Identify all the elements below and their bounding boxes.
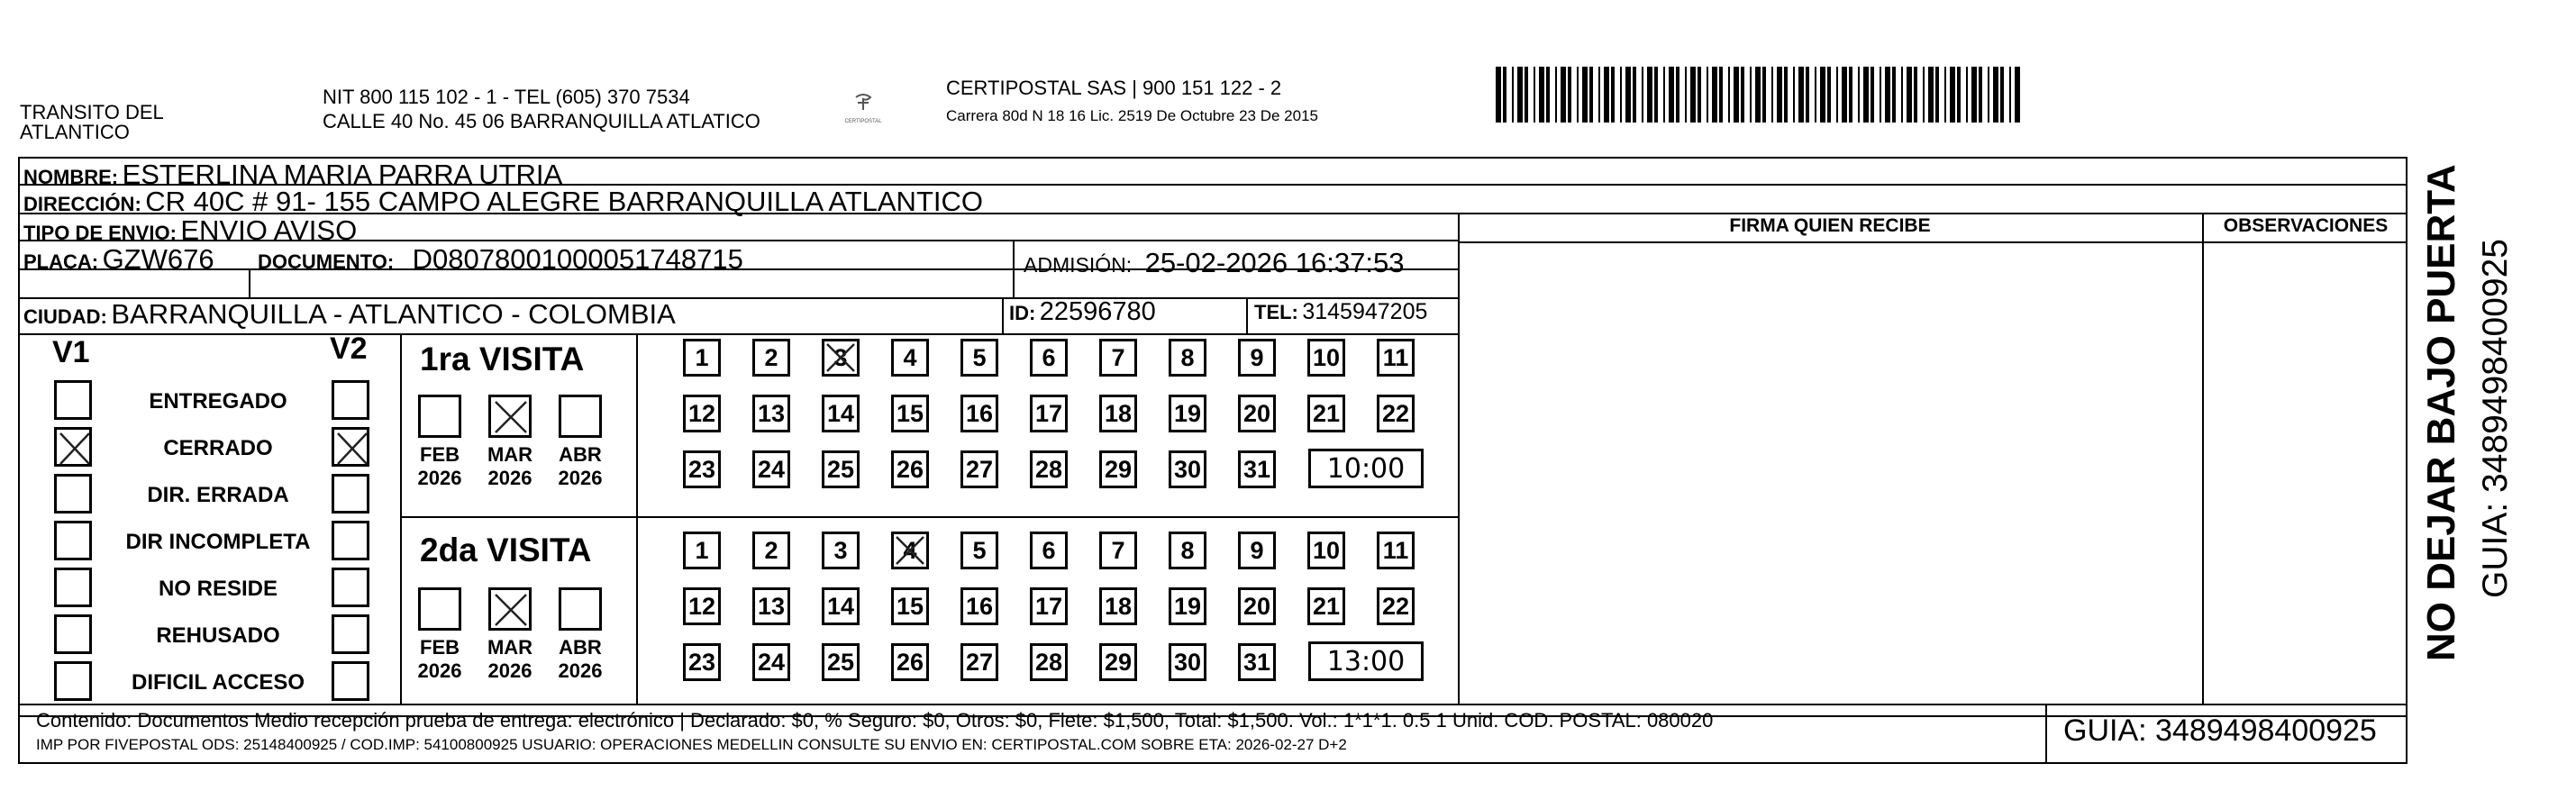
day-number: 29 [1104,455,1133,483]
footer-imp: IMP POR FIVEPOSTAL ODS: 25148400925 / COD.IMP: 54100800925 USUARIO: OPERACIONES MEDELLIN CONSULTE SU ENVIO EN: CERTIPOSTAL.COM SOBRE ETA: 2026-02-27 D+2 [36,736,1347,753]
signature-header-divider [1458,241,2408,243]
day-number: 7 [1111,343,1125,371]
month-checkbox[interactable] [488,587,532,631]
day-box[interactable] [752,395,790,432]
day-number: 28 [1034,455,1063,483]
day-box[interactable] [891,643,929,681]
day-number: 17 [1034,399,1063,427]
footer-left-border [18,704,20,764]
month-checkbox[interactable] [559,587,602,631]
day-box[interactable] [1307,395,1345,432]
day-box[interactable] [1099,395,1137,432]
day-box[interactable] [891,395,929,432]
month-label [483,443,537,491]
footer-contenido: Contenido: Documentos Medio recepción prueba de entrega: electrónico | Declarado: $0, % Seguro: $0, Otros: $0, Flete: $1,500, Total: $1,500. Vol.: 1*1*1. 0.5 1 Unid. COD. POSTAL: 080020 [36,709,1714,732]
side-guia: GUIA: 3489498400925 [2476,239,2515,598]
month-name: ABR [559,636,602,659]
day-box[interactable] [1030,532,1068,569]
day-number: 21 [1312,592,1341,620]
status-label: CERRADO [163,436,273,460]
day-number: 8 [1180,343,1195,371]
day-box[interactable] [822,532,860,569]
day-number: 4 [903,536,917,564]
day-number: 3 [833,343,848,371]
day-number: 12 [687,399,716,427]
day-number: 11 [1382,536,1409,564]
nombre-row [23,160,562,188]
status-column-divider [400,333,402,704]
day-box[interactable] [1169,532,1206,569]
day-box[interactable] [822,339,860,377]
x-mark-icon [894,534,926,567]
day-number: 3 [833,536,848,564]
month-year: 2026 [417,467,462,490]
id-divider [1002,297,1004,333]
day-box[interactable] [822,450,860,488]
day-box[interactable] [1307,532,1345,569]
day-number: 30 [1173,455,1202,483]
day-box[interactable] [683,450,721,488]
month-name: MAR [487,636,533,659]
day-box[interactable] [891,339,929,377]
day-box[interactable] [683,395,721,432]
day-box[interactable] [960,339,998,377]
v2-checkbox[interactable] [332,521,369,560]
x-mark-icon [57,430,93,468]
day-number: 29 [1104,648,1133,676]
day-box[interactable] [891,532,929,569]
header-license: Carrera 80d N 18 16 Lic. 2519 De Octubre 23 De 2015 [946,107,1318,124]
day-box[interactable] [1030,395,1068,432]
day-number: 16 [965,592,994,620]
v2-label: V2 [330,332,368,366]
v2-checkbox[interactable] [332,427,369,467]
day-box[interactable] [1238,450,1276,488]
tipo-label: TIPO DE ENVIO: [23,222,177,244]
day-number: 8 [1180,536,1195,564]
day-box[interactable] [683,643,721,681]
visit-divider [400,516,1458,518]
v1-checkbox[interactable] [54,568,92,607]
footer-guia: GUIA: 3489498400925 [2063,714,2377,748]
day-number: 31 [1242,648,1271,676]
day-box[interactable] [1238,339,1276,377]
month-name: FEB [420,636,460,659]
day-number: 21 [1312,399,1341,427]
day-box[interactable] [1030,450,1068,488]
day-number: 1 [695,536,709,564]
day-box[interactable] [752,339,790,377]
day-number: 28 [1034,648,1063,676]
day-box[interactable] [683,532,721,569]
day-box[interactable] [822,587,860,625]
signature-column-divider [1458,213,1460,704]
day-number: 18 [1104,399,1133,427]
barcode-icon [1496,67,2020,123]
day-box[interactable] [960,395,998,432]
header-nit: NIT 800 115 102 - 1 - TEL (605) 370 7534 [323,86,690,108]
v2-checkbox[interactable] [332,474,369,514]
day-number: 5 [972,343,987,371]
tel-divider [1246,297,1248,333]
day-number: 26 [896,455,924,483]
footer-guia-divider [2045,704,2047,764]
day-number: 20 [1242,399,1271,427]
day-number: 19 [1173,399,1202,427]
tel-label: TEL: [1254,301,1298,323]
month-checkbox[interactable] [488,395,532,438]
nombre-label: NOMBRE: [23,166,119,188]
day-number: 23 [687,455,716,483]
id-row [1009,299,1156,325]
v2-checkbox[interactable] [332,614,369,654]
day-box[interactable] [752,450,790,488]
month-column-divider [636,333,638,704]
admision-label: ADMISIÓN: [1024,253,1133,277]
day-number: 22 [1381,399,1410,427]
day-number: 18 [1104,592,1133,620]
day-box[interactable] [1377,395,1415,432]
day-number: 6 [1042,536,1056,564]
status-label: DIR INCOMPLETA [125,530,311,554]
day-number: 25 [826,455,855,483]
status-label: DIFICIL ACCESO [131,670,305,695]
day-number: 10 [1312,343,1341,371]
day-box[interactable] [960,532,998,569]
day-box[interactable] [1030,643,1068,681]
x-mark-icon [334,430,370,468]
transit-name-line1: TRANSITO DEL [20,101,164,123]
day-box[interactable] [752,587,790,625]
x-mark-icon [824,341,857,374]
v1-checkbox[interactable] [54,661,92,701]
first-visit-title: 1ra VISITA [420,341,585,377]
x-mark-icon [491,590,531,630]
v1-label: V1 [52,335,90,369]
status-label: NO RESIDE [158,577,278,601]
day-box[interactable] [1169,395,1206,432]
day-number: 27 [965,648,994,676]
certipostal-logo [827,88,899,133]
ciudad-value: BARRANQUILLA - ATLANTICO - COLOMBIA [111,298,676,330]
day-number: 9 [1250,536,1264,564]
day-number: 13 [757,399,786,427]
month-label [413,636,467,684]
day-number: 30 [1173,648,1202,676]
day-box[interactable] [891,587,929,625]
day-number: 26 [896,648,924,676]
footer-right-border [2406,704,2408,764]
day-box[interactable] [960,587,998,625]
day-number: 9 [1250,343,1264,371]
month-checkbox[interactable] [559,395,602,438]
day-number: 15 [896,399,924,427]
day-box[interactable] [1307,339,1345,377]
status-label: REHUSADO [156,623,280,648]
visit-time[interactable]: 13:00 [1308,641,1424,681]
day-box[interactable] [1377,339,1415,377]
x-mark-icon [491,397,531,437]
day-box[interactable] [1169,587,1206,625]
tel-value: 3145947205 [1302,299,1428,324]
tipo-value: ENVIO AVISO [180,214,358,246]
day-box[interactable] [1099,339,1137,377]
day-box[interactable] [752,643,790,681]
day-box[interactable] [822,643,860,681]
day-box[interactable] [1238,532,1276,569]
day-number: 2 [764,343,778,371]
day-box[interactable] [1099,450,1137,488]
placa-row [23,245,214,273]
month-year: 2026 [558,659,603,683]
v1-checkbox[interactable] [54,380,92,420]
day-number: 14 [826,399,855,427]
day-box[interactable] [1099,643,1137,681]
ciudad-label: CIUDAD: [23,305,107,328]
visit-time[interactable]: 10:00 [1308,449,1424,488]
id-label: ID: [1009,302,1036,324]
day-box[interactable] [1030,339,1068,377]
transit-name-line2: ATLANTICO [20,121,130,143]
status-label: DIR. ERRADA [147,483,289,507]
day-box[interactable] [1169,450,1206,488]
day-number: 24 [757,455,786,483]
month-year: 2026 [487,467,532,490]
day-box[interactable] [1030,587,1068,625]
observations-column-divider [2202,213,2204,704]
day-number: 22 [1381,592,1410,620]
v1-checkbox[interactable] [54,474,92,514]
day-number: 6 [1042,343,1056,371]
id-value: 22596780 [1039,297,1156,326]
day-box[interactable] [960,450,998,488]
direccion-label: DIRECCIÓN: [23,193,141,215]
month-year: 2026 [417,659,462,683]
header-address: CALLE 40 No. 45 06 BARRANQUILLA ATLATICO [323,110,760,132]
day-box[interactable] [683,339,721,377]
day-number: 13 [757,592,786,620]
day-number: 4 [903,343,917,371]
day-number: 31 [1242,455,1271,483]
placa-label: PLACA: [23,250,99,273]
day-box[interactable] [891,450,929,488]
day-box[interactable] [1238,395,1276,432]
tipo-row [23,216,357,244]
day-number: 14 [826,592,855,620]
month-name: MAR [487,443,533,466]
month-name: ABR [559,443,602,466]
tel-row [1254,301,1427,323]
barcode [1496,67,2020,123]
month-name: FEB [420,443,460,466]
placa-divider [249,268,250,297]
admision-divider [1013,240,1015,297]
side-no-dejar: NO DEJAR BAJO PUERTA [2419,164,2463,661]
day-number: 15 [896,592,924,620]
observaciones-label: OBSERVACIONES [2223,215,2389,236]
day-number: 2 [764,536,778,564]
month-label [483,636,537,684]
day-box[interactable] [1099,532,1137,569]
row-divider [18,333,1458,335]
month-checkbox[interactable] [418,395,461,438]
status-label: ENTREGADO [149,389,287,414]
direccion-value: CR 40C # 91- 155 CAMPO ALEGRE BARRANQUILLA ATLANTICO [145,186,983,217]
certipostal-logo-icon [827,88,899,133]
v1-checkbox[interactable] [54,521,92,560]
v2-checkbox[interactable] [332,661,369,701]
day-box[interactable] [960,643,998,681]
month-label [553,636,607,684]
documento-label: DOCUMENTO: [258,250,395,273]
direccion-row [23,187,983,215]
placa-value: GZW676 [102,243,214,275]
day-number: 23 [687,648,716,676]
day-box[interactable] [1169,643,1206,681]
documento-row [258,245,743,273]
documento-value: D08078001000051748715 [412,243,743,275]
day-number: 7 [1111,536,1125,564]
day-number: 17 [1034,592,1063,620]
day-box[interactable] [1238,587,1276,625]
month-year: 2026 [487,659,532,683]
day-number: 27 [965,455,994,483]
day-box[interactable] [683,587,721,625]
day-number: 11 [1382,343,1409,371]
header-certipostal: CERTIPOSTAL SAS | 900 151 122 - 2 [946,77,1282,99]
month-label [553,443,607,491]
day-box[interactable] [1377,587,1415,625]
admision-row [1024,249,1404,277]
day-box[interactable] [752,532,790,569]
day-box[interactable] [1238,643,1276,681]
month-label [413,443,467,491]
footer-bottom-border [18,762,2408,764]
v2-checkbox[interactable] [332,568,369,607]
certipostal-logo-text: CERTIPOSTAL [844,119,882,124]
admision-value: 25-02-2026 16:37:53 [1144,247,1405,278]
day-number: 24 [757,648,786,676]
day-number: 12 [687,592,716,620]
day-box[interactable] [822,395,860,432]
day-box[interactable] [1377,532,1415,569]
ciudad-row [23,300,676,328]
second-visit-title: 2da VISITA [420,532,592,568]
month-year: 2026 [558,467,603,490]
day-number: 16 [965,399,994,427]
day-number: 10 [1312,536,1341,564]
day-number: 5 [972,536,987,564]
day-number: 20 [1242,592,1271,620]
day-box[interactable] [1307,587,1345,625]
footer-divider [18,704,2408,705]
firma-label: FIRMA QUIEN RECIBE [1729,215,1931,236]
v1-checkbox[interactable] [54,614,92,654]
v2-checkbox[interactable] [332,380,369,420]
day-number: 1 [695,343,709,371]
day-number: 25 [826,648,855,676]
day-box[interactable] [1169,339,1206,377]
day-number: 19 [1173,592,1202,620]
day-box[interactable] [1099,587,1137,625]
v1-checkbox[interactable] [54,427,92,467]
month-checkbox[interactable] [418,587,461,631]
nombre-value: ESTERLINA MARIA PARRA UTRIA [122,159,563,190]
